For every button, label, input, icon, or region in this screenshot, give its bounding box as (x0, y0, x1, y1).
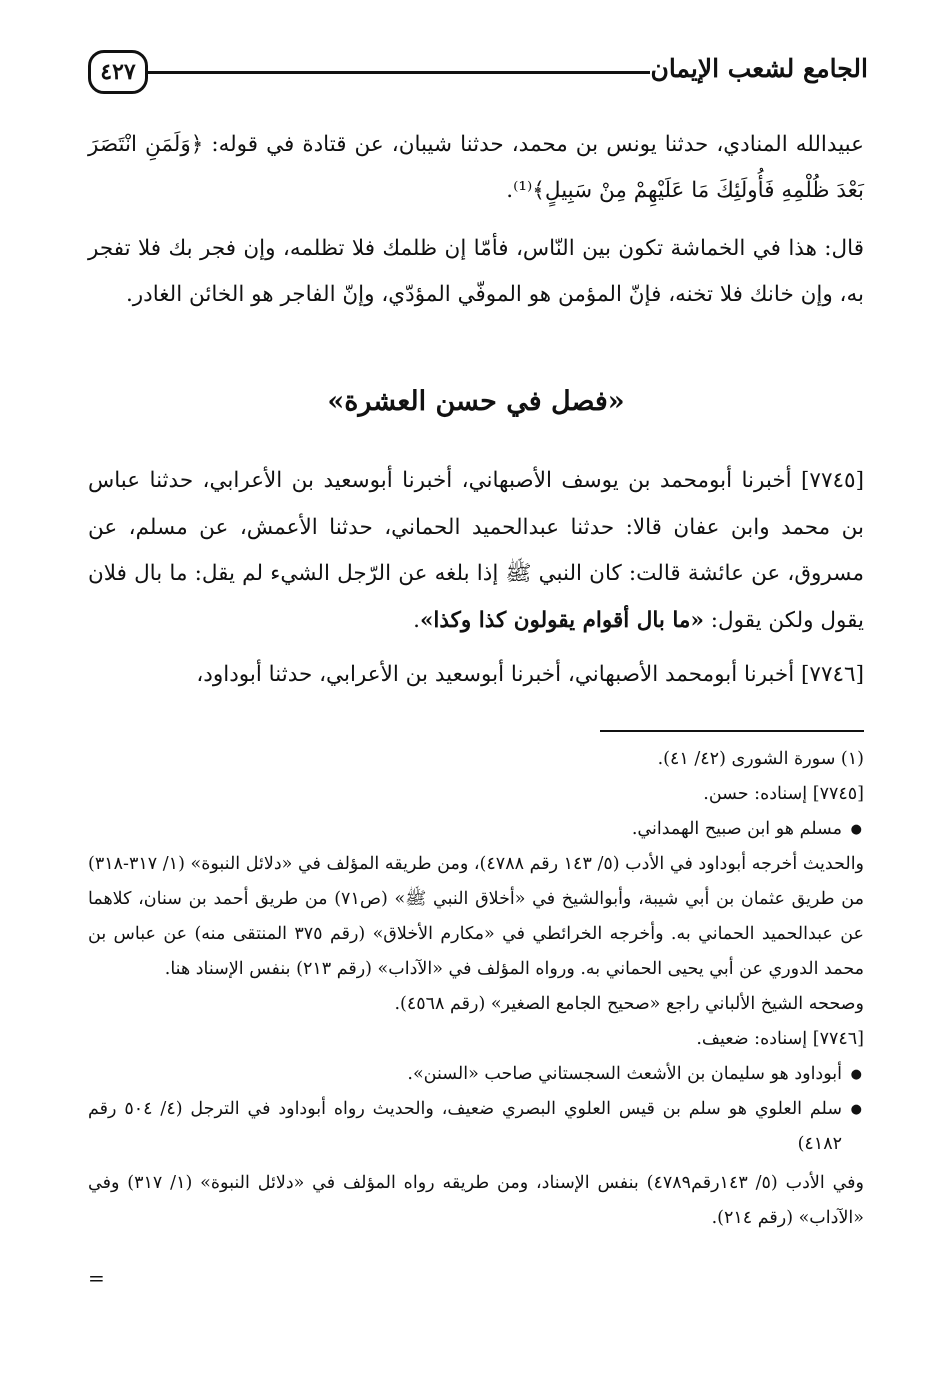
footnote-bullet: ● أبوداود هو سليمان بن الأشعث السجستاني صاحب «السنن». (88, 1057, 864, 1092)
footnote-tashih: وصححه الشيخ الألباني راجع «صحيح الجامع الصغير» (رقم ٤٥٦٨). (394, 994, 864, 1014)
footnote-isnad-7746: [٧٧٤٦] إسناده: ضعيف. (696, 1029, 864, 1049)
page-header (88, 44, 868, 106)
continuation-mark: = (88, 1266, 105, 1290)
footnotes (88, 742, 864, 1236)
footnote-bullet: ● سلم العلوي هو سلم بن قيس العلوي البصري ضعيف، والحديث رواه أبوداود في الترجل (٤/ ٥٠٤ رقم ٤١٨٢) (88, 1092, 864, 1162)
hadith-7745-end: . (413, 607, 420, 633)
hadith-7746: [٧٧٤٦] أخبرنا أبومحمد الأصبهاني، أخبرنا أبوسعيد بن الأعرابي، حدثنا أبوداود، (196, 662, 864, 687)
header-rule (148, 71, 650, 74)
running-title: الجامع لشعب الإيمان (650, 54, 868, 83)
hadith-7745 (88, 458, 864, 644)
hadith-7745-quote: «ما بال أقوام يقولون كذا وكذا» (419, 607, 704, 633)
footnote-separator (600, 730, 864, 732)
footnote-takhrij-7746: وفي الأدب (٥/ ١٤٣رقم٤٧٨٩) بنفس الإسناد، ومن طريقه رواه المؤلف في «دلائل النبوة» (١/ ٣١٧) وفي «الآداب» (رقم ٢١٤). (88, 1173, 864, 1228)
page-number: ٤٢٧ (88, 50, 148, 94)
paragraph-1: عبيدالله المنادي، حدثنا يونس بن محمد، حدثنا شيبان، عن قتادة في قوله: ﴿وَلَمَنِ انْتَصَرَ بَعْدَ ظُلْمِهِ فَأُولَئِكَ مَا عَلَيْهِمْ مِنْ سَبِيلٍ﴾⁽¹⁾. (88, 132, 864, 203)
footnote-1: (١) سورة الشورى (٤٢/ ٤١). (657, 749, 864, 769)
footnote-bullet: ● مسلم هو ابن صبيح الهمداني. (88, 812, 864, 847)
hadith-7745-text: [٧٧٤٥] أخبرنا أبومحمد بن يوسف الأصبهاني، أخبرنا أبوسعيد بن الأعرابي، حدثنا عباس بن محمد وابن عفان قالا: حدثنا عبدالحميد الحماني، حدثنا الأعمش، عن مسلم، عن مسروق، عن عائشة قالت: كان النبي ﷺ إذا بلغه عن الرّجل الشيء لم يقل: ما بال فلان يقول ولكن يقول: (88, 468, 864, 633)
paragraph-2: قال: هذا في الخماشة تكون بين النّاس، فأمّا إن ظلمك فلا تظلمه، وإن فجر بك فلا تفجر به، وإن خانك فلا تخنه، فإنّ المؤمن هو الموفّي المؤدّي، وإنّ الفاجر هو الخائن الغادر. (88, 236, 864, 307)
footnote-isnad-7745: [٧٧٤٥] إسناده: حسن. (703, 784, 864, 804)
footnote-takhrij-7745: والحديث أخرجه أبوداود في الأدب (٥/ ١٤٣ رقم ٤٧٨٨)، ومن طريقه المؤلف في «دلائل النبوة» (١/ ٣١٧-٣١٨) من طريق عثمان بن أبي شيبة، وأبوالشيخ في «أخلاق النبي ﷺ» (ص٧١) من طريق أحمد بن سنان، كلاهما عن عبدالحميد الحماني به. وأخرجه الخرائطي في «مكارم الأخلاق» (رقم ٣٧٥ المنتقى منه) عن عباس بن محمد الدوري عن أبي يحيى الحماني به. ورواه المؤلف في «الآداب» (رقم ٢١٣) بنفس الإسناد هنا. (88, 854, 865, 979)
section-heading: «فصل في حسن العشرة» (327, 386, 625, 417)
